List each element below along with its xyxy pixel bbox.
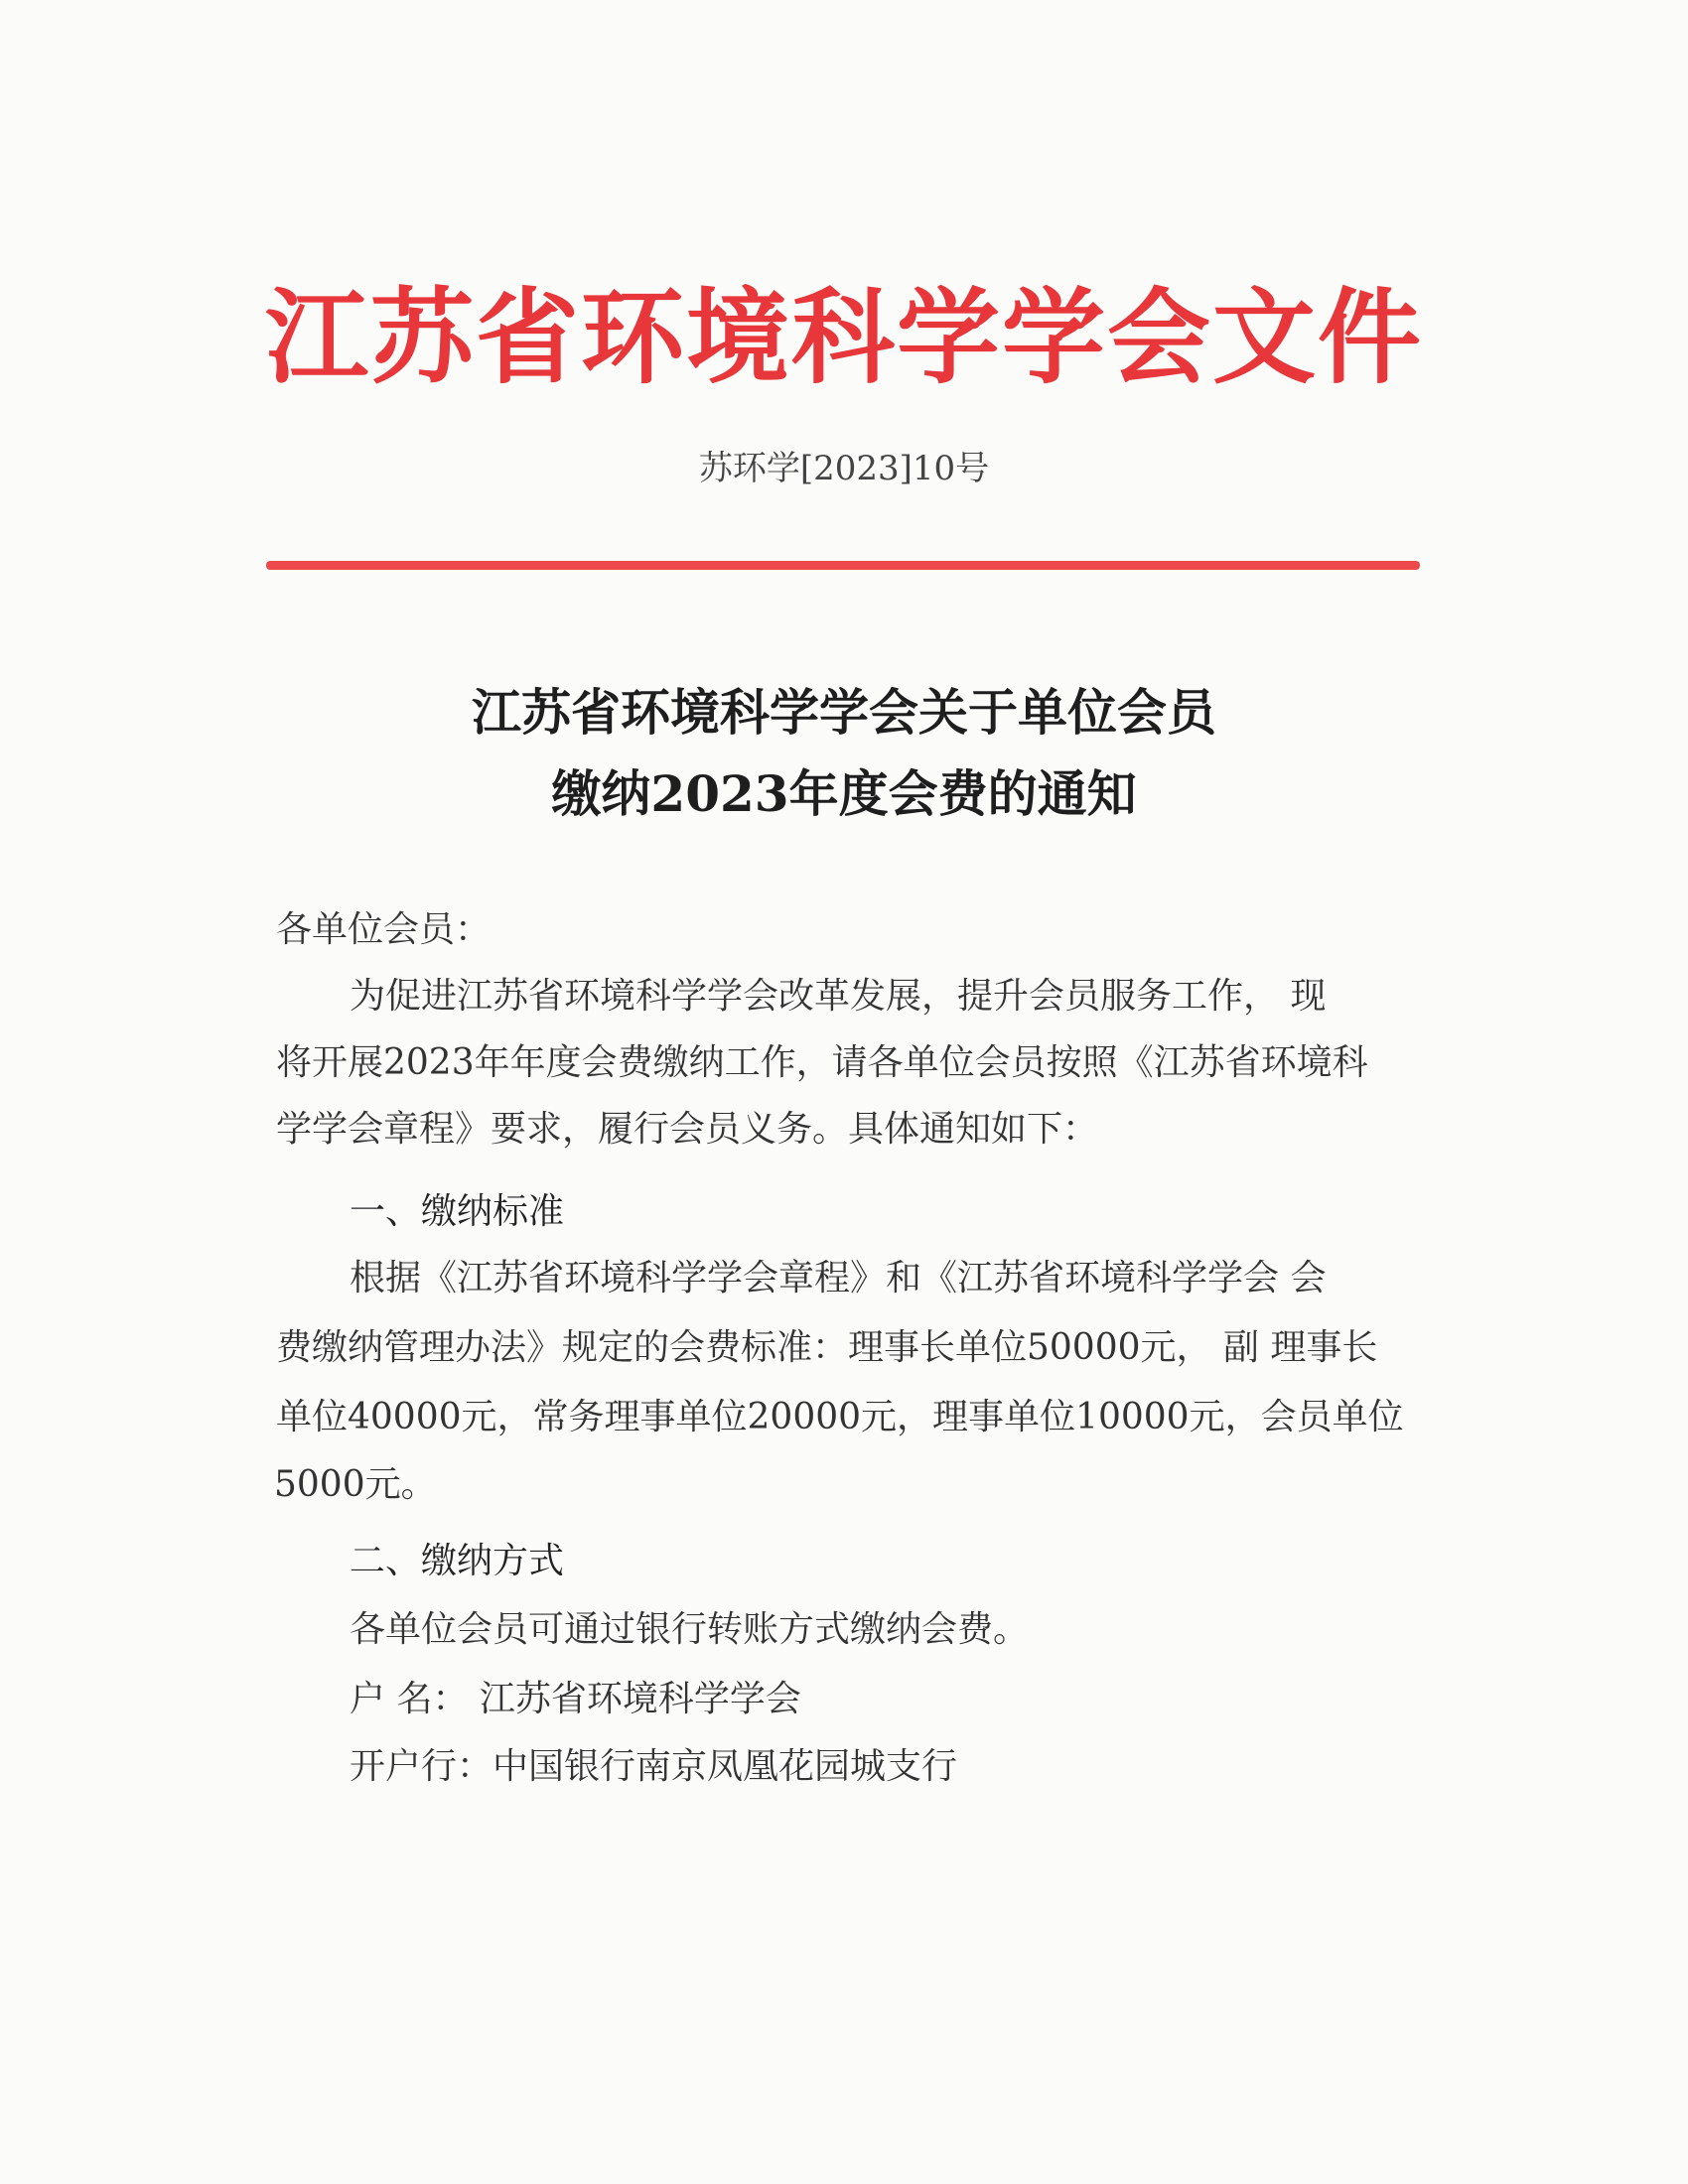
salutation: 各单位会员： bbox=[276, 909, 492, 950]
standard-line: 5000元。 bbox=[274, 1464, 437, 1505]
standard-line: 根据《江苏省环境科学学会章程》和《江苏省环境科学学会 会 bbox=[350, 1258, 1327, 1298]
intro-line: 将开展2023年年度会费缴纳工作，请各单位会员按照《江苏省环境科 bbox=[276, 1042, 1368, 1083]
intro-line: 学学会章程》要求，履行会员义务。具体通知如下： bbox=[276, 1109, 1099, 1150]
notice-title-line-1: 江苏省环境科学学会关于单位会员 bbox=[472, 683, 1216, 742]
method-line: 各单位会员可通过银行转账方式缴纳会费。 bbox=[350, 1609, 1030, 1650]
document-number: 苏环学[2023]10号 bbox=[698, 449, 990, 488]
org-file-title: 江苏省环境科学学会文件 bbox=[264, 276, 1423, 398]
notice-title-line-2: 缴纳2023年度会费的通知 bbox=[551, 764, 1137, 823]
bank-line: 开户行：中国银行南京凤凰花园城支行 bbox=[350, 1746, 958, 1787]
standard-line: 单位40000元，常务理事单位20000元，理事单位10000元，会员单位 bbox=[276, 1397, 1404, 1437]
section-heading-method: 二、缴纳方式 bbox=[350, 1541, 565, 1581]
intro-line: 为促进江苏省环境科学学会改革发展，提升会员服务工作， 现 bbox=[350, 976, 1327, 1017]
section-heading-standard: 一、缴纳标准 bbox=[350, 1191, 565, 1232]
account-name-line: 户 名： 江苏省环境科学学会 bbox=[350, 1679, 801, 1719]
standard-line: 费缴纳管理办法》规定的会费标准：理事长单位50000元， 副 理事长 bbox=[276, 1327, 1378, 1368]
red-divider-rule bbox=[266, 561, 1420, 570]
